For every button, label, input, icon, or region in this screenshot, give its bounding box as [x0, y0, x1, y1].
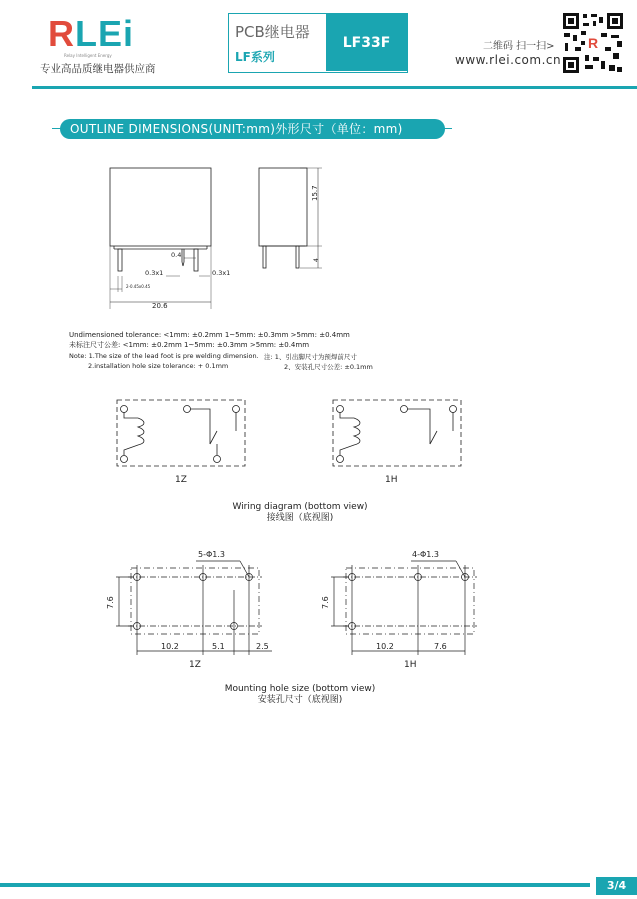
dim-0-3-right: 0.3x1 [212, 269, 231, 277]
section-title: OUTLINE DIMENSIONS(UNIT:mm)外形尺寸（单位：mm) [60, 119, 445, 139]
logo-tagline: Relay Intelligent Energy [64, 53, 112, 58]
wiring-caption-en: Wiring diagram (bottom view) [232, 502, 368, 512]
mounting-caption-cn: 安装孔尺寸（底视图) [257, 695, 343, 705]
holes-1h: 4-Φ1.3 [412, 550, 439, 559]
product-model: LF33F [326, 14, 407, 71]
mounting-diagram-1z [116, 561, 272, 655]
tolerance-en: Undimensioned tolerance: <1mm: ±0.2mm 1~5mm: ±0.3mm >5mm: ±0.4mm [69, 331, 350, 339]
mounting-label-1z: 1Z [189, 660, 201, 670]
product-series: LF系列 [235, 50, 275, 64]
page-number: 3/4 [596, 877, 637, 895]
mounting-caption-en: Mounting hole size (bottom view) [224, 684, 376, 694]
note1-cn: 注: 1、引出脚尺寸为预焊前尺寸 [264, 353, 357, 361]
logo-r: R [48, 13, 75, 54]
dim-0-4: 0.4 [171, 251, 182, 259]
wiring-diagram-1h [333, 400, 461, 466]
mounting-diagram-1h [331, 561, 477, 655]
dim-7-6-1h-horizontal: 7.6 [434, 642, 447, 651]
scan-label: 二维码 扫一扫> [483, 41, 555, 52]
note2-en: 2.installation hole size tolerance: + 0.1mm [88, 362, 229, 370]
outline-side-view [259, 168, 322, 268]
dim-7-6-1h: 7.6 [321, 596, 330, 609]
mounting-label-1h: 1H [404, 660, 417, 670]
company-slogan: 专业高品质继电器供应商 [40, 63, 156, 75]
dim-pin-length: 4 [313, 258, 320, 262]
wiring-label-1z: 1Z [175, 475, 187, 485]
dim-7-6-1z: 7.6 [106, 596, 115, 609]
dim-pins: 2-0.45x0.45 [126, 284, 151, 289]
dim-height: 15.7 [311, 185, 319, 201]
svg-text:R: R [587, 35, 599, 51]
footer-divider [0, 883, 590, 887]
dim-10-2-1z: 10.2 [161, 642, 179, 651]
wiring-diagram-1z [117, 400, 245, 466]
dim-5-1: 5.1 [212, 642, 225, 651]
website-link[interactable]: www.rlei.com.cn [455, 53, 562, 67]
note2-cn: 2、安装孔尺寸公差: ±0.1mm [284, 363, 373, 371]
holes-1z: 5-Φ1.3 [198, 550, 225, 559]
dim-width: 20.6 [152, 302, 168, 310]
wiring-caption-cn: 接线图（底视图) [266, 513, 334, 523]
dim-10-2-1h: 10.2 [376, 642, 394, 651]
dim-2-5: 2.5 [256, 642, 269, 651]
wiring-label-1h: 1H [385, 475, 398, 485]
logo-lei: LEi [75, 13, 135, 54]
tolerance-cn: 未标注尺寸公差: <1mm: ±0.2mm 1~5mm: ±0.3mm >5mm: ±0.4mm [69, 341, 310, 349]
product-title: PCB继电器 [235, 23, 310, 41]
dim-0-3-left: 0.3x1 [145, 269, 164, 277]
note1-en: Note: 1.The size of the lead foot is pre welding dimension. [69, 352, 259, 360]
